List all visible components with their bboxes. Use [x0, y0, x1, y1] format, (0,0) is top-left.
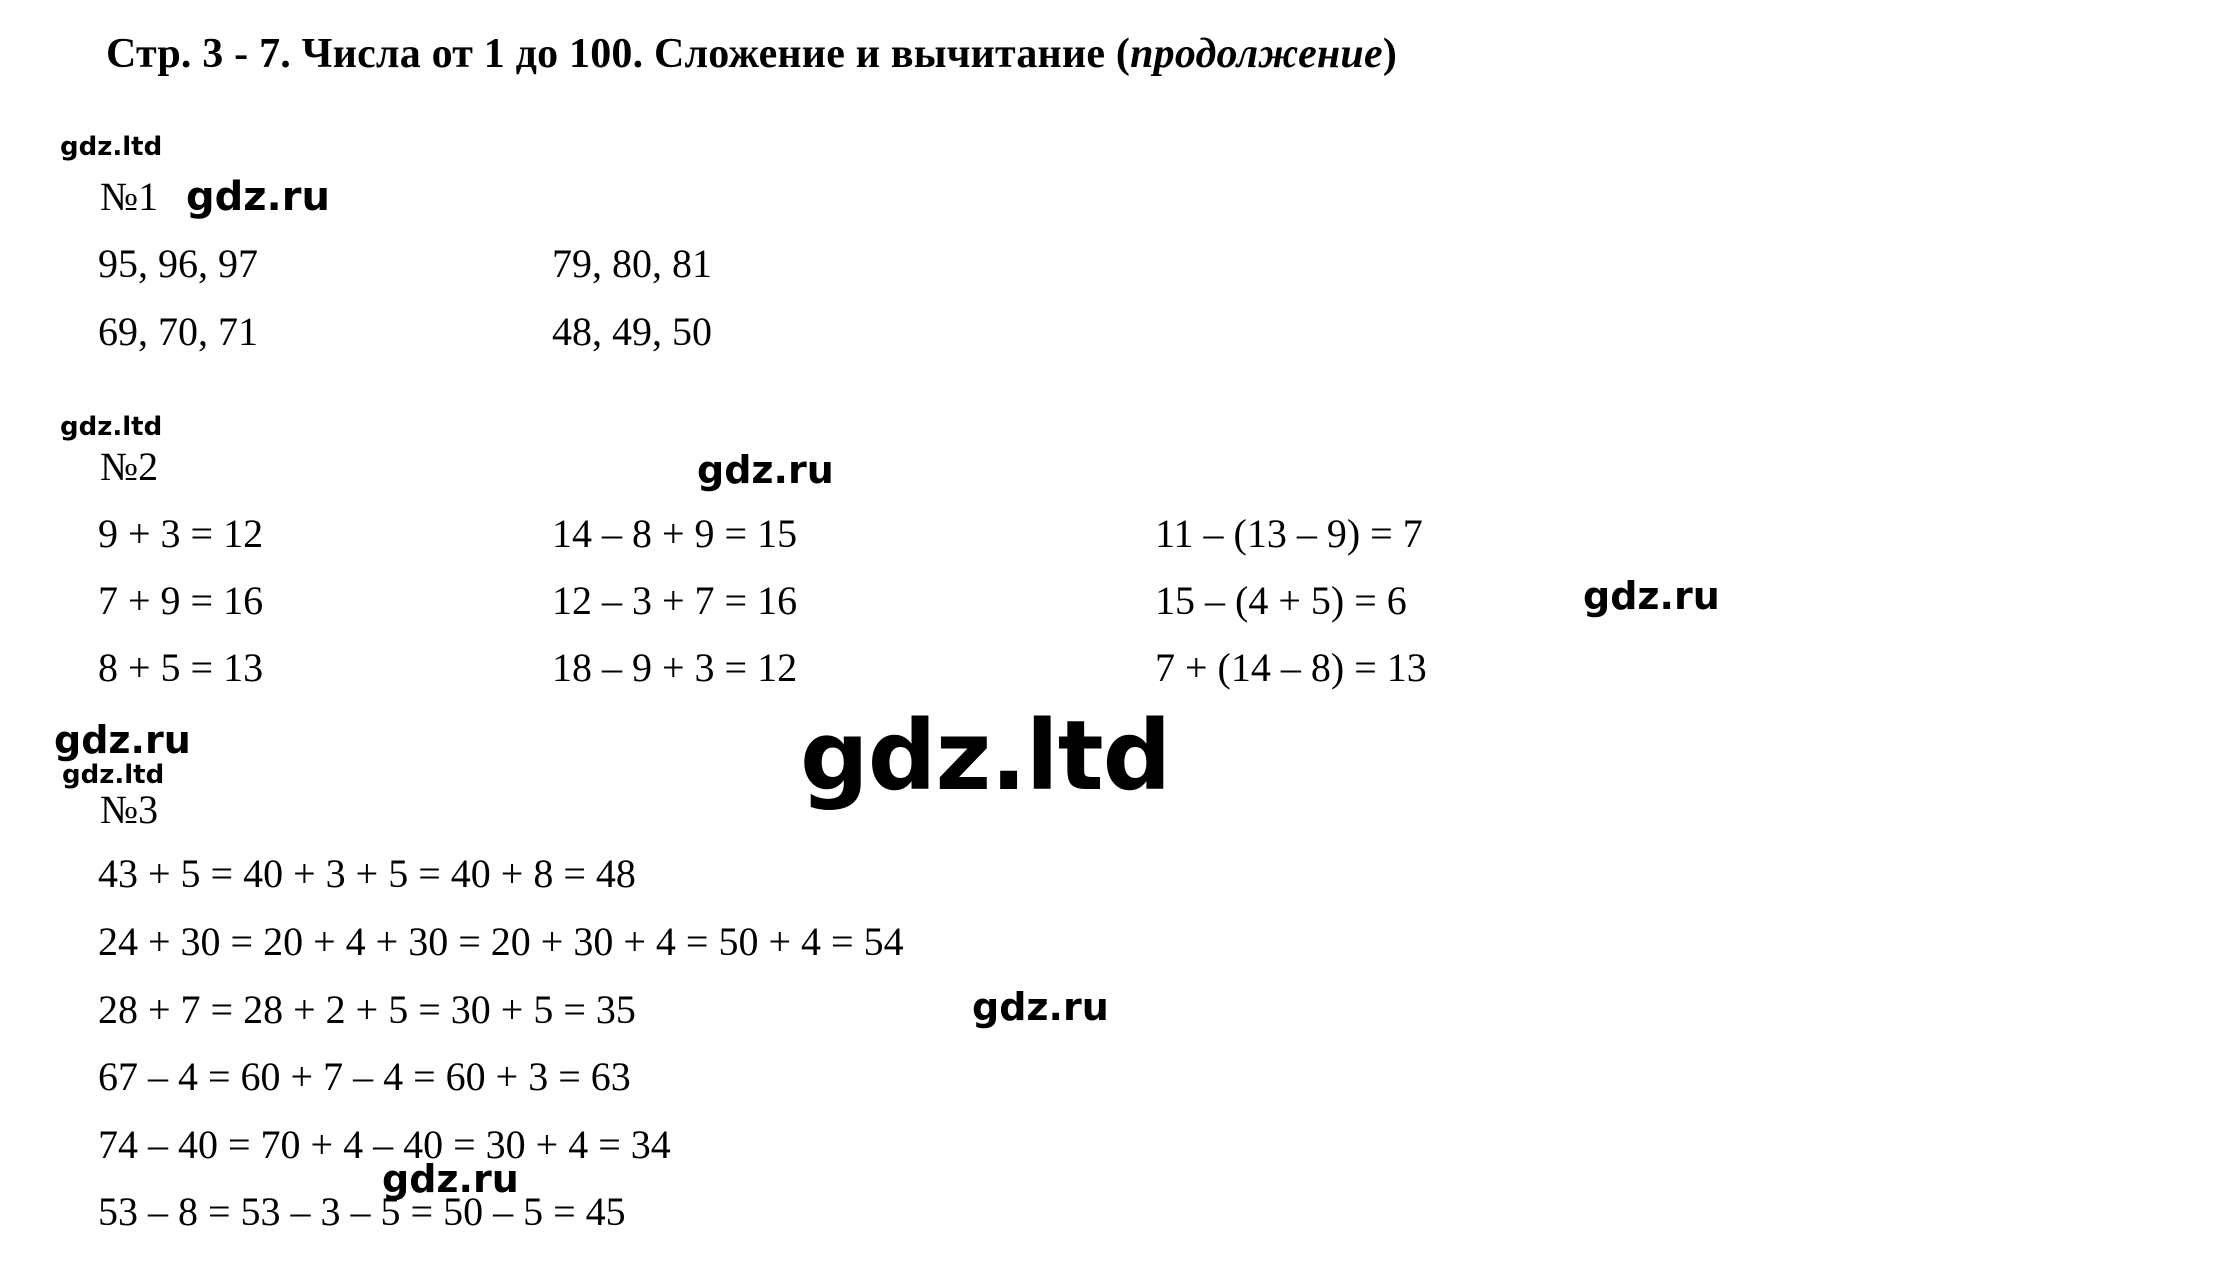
task-3-row-5: 53 – 8 = 53 – 3 – 5 = 50 – 5 = 45 [98, 1189, 626, 1234]
task-2-row-1-col-0: 7 + 9 = 16 [98, 578, 264, 623]
watermark: gdz.ltd [60, 132, 163, 162]
watermark: gdz.ru [1583, 574, 1720, 618]
task-2-row-1-col-2: 15 – (4 + 5) = 6 [1155, 578, 1407, 623]
watermark: gdz.ltd [60, 412, 163, 442]
watermark: gdz.ru [54, 718, 191, 762]
task-1-row-1-col-0: 69, 70, 71 [98, 309, 258, 354]
page-title-italic: продолжение [1130, 31, 1383, 77]
task-2-row-0-col-1: 14 – 8 + 9 = 15 [552, 511, 798, 556]
task-2-row-0-col-2: 11 – (13 – 9) = 7 [1155, 511, 1423, 556]
task-1-row-0-col-1: 79, 80, 81 [552, 241, 712, 286]
watermark: gdz.ru [697, 448, 834, 492]
watermark: gdz.ltd [62, 760, 165, 790]
page-title-prefix: Стр. 3 - 7. Числа от 1 до 100. Сложение и вычитание ( [106, 31, 1131, 77]
page-title-suffix: ) [1382, 31, 1398, 77]
task-1-row-0-col-0: 95, 96, 97 [98, 241, 258, 286]
task-3-row-1: 24 + 30 = 20 + 4 + 30 = 20 + 30 + 4 = 50 + 4 = 54 [98, 919, 904, 964]
task-label-3: №3 [100, 787, 159, 832]
task-2-row-2-col-2: 7 + (14 – 8) = 13 [1155, 645, 1427, 690]
task-3-row-2: 28 + 7 = 28 + 2 + 5 = 30 + 5 = 35 [98, 987, 636, 1032]
task-label-1: №1 [100, 174, 159, 219]
watermark-primary: gdz.ltd [800, 700, 1171, 812]
task-2-row-0-col-0: 9 + 3 = 12 [98, 511, 264, 556]
task-2-row-1-col-1: 12 – 3 + 7 = 16 [552, 578, 798, 623]
task-3-row-3: 67 – 4 = 60 + 7 – 4 = 60 + 3 = 63 [98, 1054, 631, 1099]
watermark: gdz.ru [186, 174, 330, 220]
task-1-row-1-col-1: 48, 49, 50 [552, 309, 712, 354]
task-2-row-2-col-0: 8 + 5 = 13 [98, 645, 264, 690]
watermark: gdz.ru [382, 1157, 519, 1201]
task-2-row-2-col-1: 18 – 9 + 3 = 12 [552, 645, 798, 690]
task-3-row-4: 74 – 40 = 70 + 4 – 40 = 30 + 4 = 34 [98, 1122, 671, 1167]
task-3-row-0: 43 + 5 = 40 + 3 + 5 = 40 + 8 = 48 [98, 851, 636, 896]
task-label-2: №2 [100, 444, 159, 489]
watermark: gdz.ru [972, 985, 1109, 1029]
page-title [106, 30, 1397, 78]
